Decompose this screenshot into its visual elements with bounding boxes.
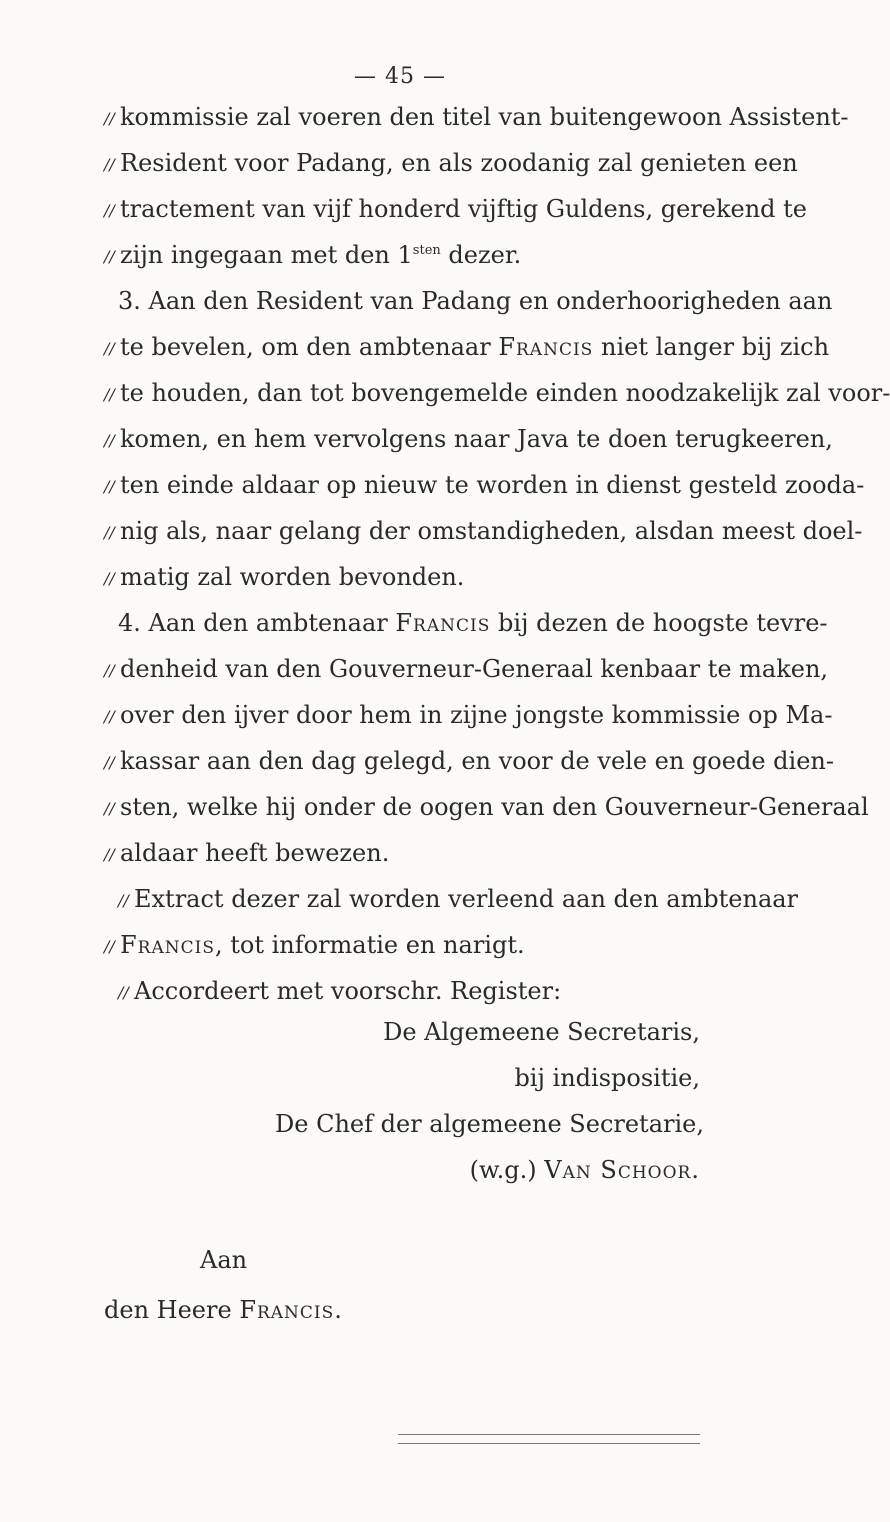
person-name: Francis bbox=[498, 333, 594, 361]
ditto-mark: // bbox=[104, 661, 115, 680]
address-line-1: Aan bbox=[200, 1246, 248, 1274]
signature-line-4: (w.g.) Van Schoor. bbox=[469, 1156, 700, 1184]
ditto-mark: // bbox=[118, 983, 129, 1002]
text-line: // aldaar heeft bewezen. bbox=[104, 830, 704, 876]
divider-rule bbox=[398, 1434, 700, 1435]
ditto-mark: // bbox=[104, 569, 115, 588]
ditto-mark: // bbox=[104, 339, 115, 358]
ditto-mark: // bbox=[104, 201, 115, 220]
text-line: 3. Aan den Resident van Padang en onderhoorigheden aan bbox=[118, 287, 833, 315]
ditto-mark: // bbox=[104, 247, 115, 266]
body-text bbox=[104, 94, 890, 1014]
text-line: // te bevelen, om den ambtenaar Francis niet langer bij zich bbox=[104, 324, 704, 370]
ditto-mark: // bbox=[104, 385, 115, 404]
text-line: // komen, en hem vervolgens naar Java te doen terugkeeren, bbox=[104, 416, 704, 462]
page-number: — 45 — bbox=[354, 64, 446, 89]
text-line: // te houden, dan tot bovengemelde einden noodzakelijk zal voor- bbox=[104, 370, 704, 416]
ditto-mark: // bbox=[104, 523, 115, 542]
addressee-name: Francis. bbox=[239, 1296, 343, 1324]
ditto-mark: // bbox=[104, 109, 115, 128]
text-line: // nig als, naar gelang der omstandigheden, alsdan meest doel- bbox=[104, 508, 704, 554]
signature-line-2: bij indispositie, bbox=[514, 1064, 700, 1092]
text-line: // kassar aan den dag gelegd, en voor de vele en goede dien- bbox=[104, 738, 704, 784]
signature-line-1: De Algemeene Secretaris, bbox=[383, 1018, 700, 1046]
signature-line-3: De Chef der algemeene Secretarie, bbox=[275, 1110, 704, 1138]
text-line: // sten, welke hij onder de oogen van den Gouverneur-Generaal bbox=[104, 784, 704, 830]
person-name: Francis bbox=[120, 931, 215, 959]
ditto-mark: // bbox=[104, 707, 115, 726]
address-line-2: den Heere Francis. bbox=[104, 1296, 343, 1324]
text-line: // over den ijver door hem in zijne jongste kommissie op Ma- bbox=[104, 692, 704, 738]
ditto-mark: // bbox=[118, 891, 129, 910]
ditto-mark: // bbox=[104, 431, 115, 450]
text-line: // Accordeert met voorschr. Register: bbox=[104, 968, 704, 1014]
text-line: // Resident voor Padang, en als zoodanig zal genieten een bbox=[104, 140, 704, 186]
text-line: 4. Aan den ambtenaar Francis bij dezen de hoogste tevre- bbox=[118, 609, 828, 637]
ditto-mark: // bbox=[104, 799, 115, 818]
text-line: // denheid van den Gouverneur-Generaal kenbaar te maken, bbox=[104, 646, 704, 692]
text-line: // tractement van vijf honderd vijftig Guldens, gerekend te bbox=[104, 186, 704, 232]
ditto-mark: // bbox=[104, 937, 115, 956]
text-line: // Francis, tot informatie en narigt. bbox=[104, 922, 704, 968]
ditto-mark: // bbox=[104, 477, 115, 496]
person-name: Francis bbox=[395, 609, 491, 637]
signatory-name: Van Schoor. bbox=[544, 1156, 700, 1184]
ditto-mark: // bbox=[104, 155, 115, 174]
text-line: // kommissie zal voeren den titel van buitengewoon Assistent- bbox=[104, 94, 704, 140]
text-line: // ten einde aldaar op nieuw te worden in dienst gesteld zooda- bbox=[104, 462, 704, 508]
text-line: // Extract dezer zal worden verleend aan den ambtenaar bbox=[104, 876, 704, 922]
ditto-mark: // bbox=[104, 753, 115, 772]
text-line: // zijn ingegaan met den $1^{sten}$ dezer. bbox=[104, 232, 704, 278]
divider-rule bbox=[398, 1443, 700, 1444]
text-line: // matig zal worden bevonden. bbox=[104, 554, 704, 600]
ditto-mark: // bbox=[104, 845, 115, 864]
